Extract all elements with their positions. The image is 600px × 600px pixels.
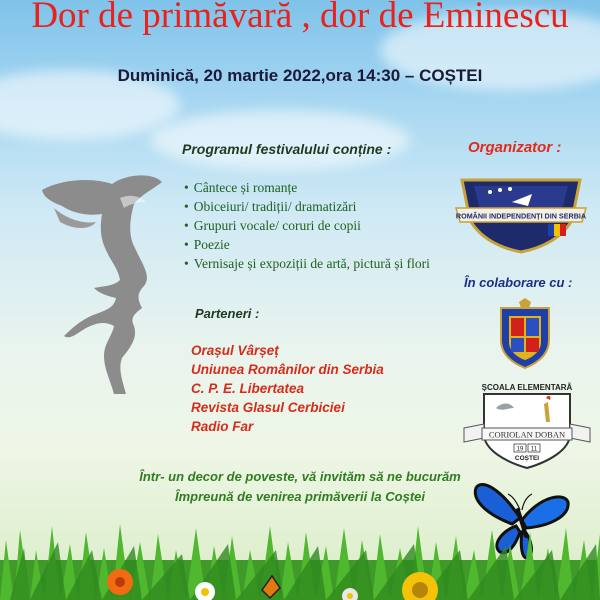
organizer-heading: Organizator : — [468, 139, 562, 156]
school-year-right: 11 — [530, 446, 538, 453]
partner-item: Radio Far — [191, 419, 254, 434]
coat-of-arms-icon — [497, 298, 553, 370]
bullet-icon: • — [184, 237, 189, 252]
school-place-text: COȘTEI — [514, 455, 540, 462]
collaboration-heading: În colaborare cu : — [464, 275, 573, 290]
date-line: Duminică, 20 martie 2022,ora 14:30 – COȘTEI — [117, 66, 483, 85]
organizer-logo-text: ROMÂNII INDEPENDENȚI DIN SERBIA — [455, 211, 587, 221]
program-heading: Programul festivalului conține : — [182, 141, 392, 157]
list-item: • Vernisaje și expoziții de artă, pictură și flori — [184, 256, 430, 271]
school-emblem-icon — [462, 378, 592, 473]
bullet-icon: • — [184, 199, 189, 214]
school-year-left: 19 — [516, 446, 524, 453]
school-top-text: ȘCOALA ELEMENTARĂ — [481, 383, 573, 392]
partners-list — [191, 341, 384, 436]
poster-title: Dor de primăvară , dor de Eminescu — [31, 0, 569, 36]
program-list — [184, 178, 430, 273]
organizer-logo-icon — [452, 172, 590, 254]
invitation-line: Într- un decor de poveste, vă invităm să ne bucurăm — [139, 469, 461, 484]
list-item: • Cântece și romanțe — [184, 180, 298, 195]
partner-item: Uniunea Românilor din Serbia — [191, 362, 384, 377]
list-item: • Obiceiuri/ tradiții/ dramatizări — [184, 199, 357, 214]
bullet-icon: • — [184, 218, 189, 233]
grass-and-flowers-icon — [0, 520, 600, 600]
bullet-icon: • — [184, 256, 189, 271]
partner-item: Revista Glasul Cerbiciei — [191, 400, 345, 415]
list-item: • Grupuri vocale/ coruri de copii — [184, 218, 361, 233]
invitation-line: Împreună de venirea primăverii la Coștei — [175, 489, 425, 504]
list-item: • Poezie — [184, 237, 230, 252]
bullet-icon: • — [184, 180, 189, 195]
cloud — [150, 110, 410, 170]
partner-item: Orașul Vârșeț — [191, 343, 279, 358]
school-name-text: CORIOLAN DOBAN — [488, 429, 566, 440]
partners-heading: Parteneri : — [195, 306, 260, 321]
partner-item: C. P. E. Libertatea — [191, 381, 305, 396]
eminescu-silhouette-icon — [34, 168, 174, 398]
